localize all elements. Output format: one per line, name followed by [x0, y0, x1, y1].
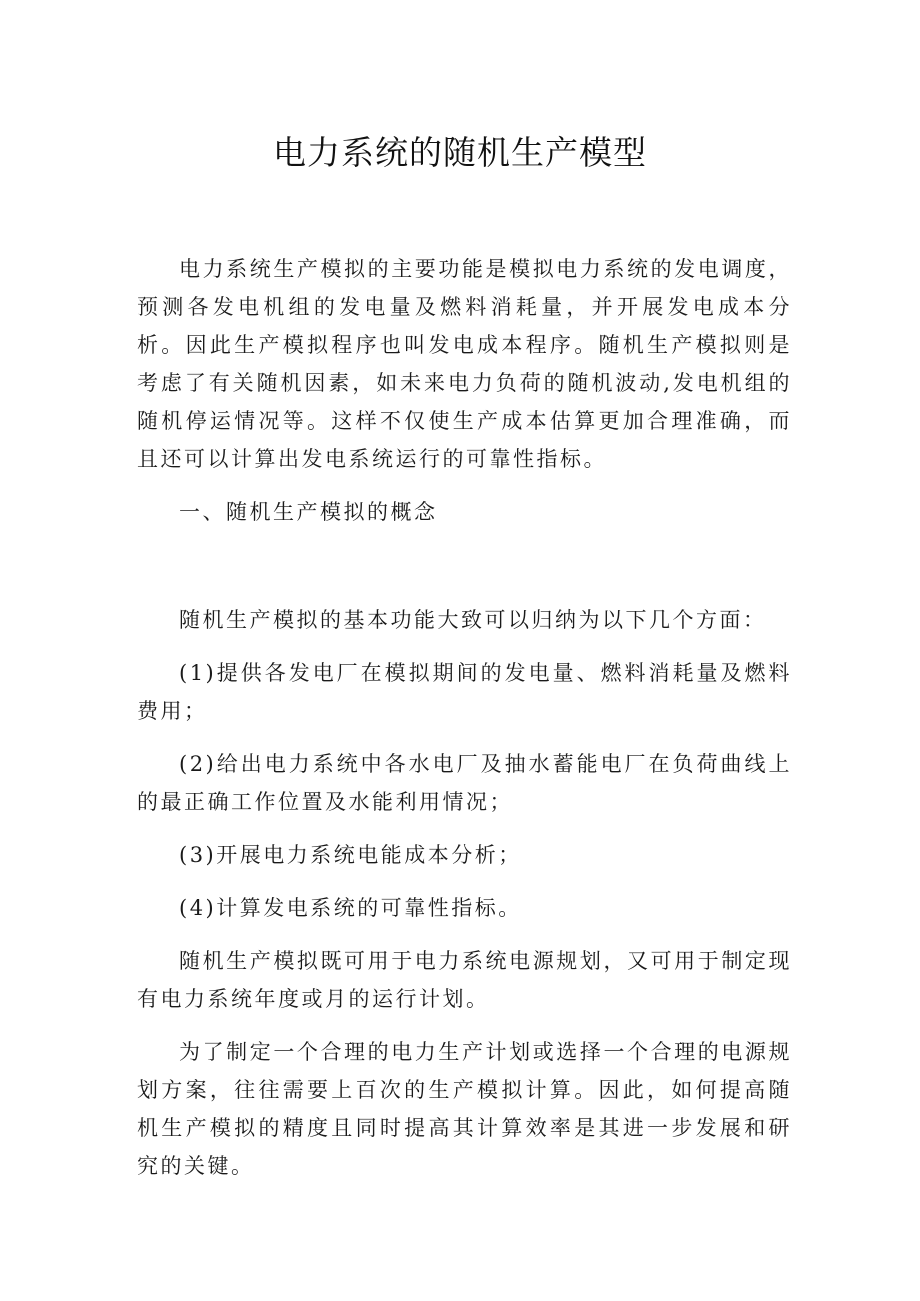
- document-title: 电力系统的随机生产模型: [273, 133, 647, 172]
- list-item-2: (2)给出电力系统中各水电厂及抽水蓄能电厂在负荷曲线上的最正确工作位置及水能利用情况；: [137, 752, 792, 814]
- paragraph-functions-intro: 随机生产模拟的基本功能大致可以归纳为以下几个方面：: [179, 608, 767, 632]
- paragraph-usage: 随机生产模拟既可用于电力系统电源规划，又可用于制定现有电力系统年度或月的运行计划。: [137, 949, 792, 1011]
- paragraph-intro: 电力系统生产模拟的主要功能是模拟电力系统的发电调度，预测各发电机组的发电量及燃料消耗量，并开展发电成本分析。因此生产模拟程序也叫发电成本程序。随机生产模拟则是考虑了有关随机因素，如未来电力负荷的随机波动,发电机组的随机停运情况等。这样不仅使生产成本估算更加合理准确，而且还可以计算出发电系统运行的可靠性指标。: [137, 257, 792, 471]
- list-item-4: (4)计算发电系统的可靠性指标。: [179, 896, 522, 920]
- paragraph-conclusion: 为了制定一个合理的电力生产计划或选择一个合理的电源规划方案，往往需要上百次的生产模拟计算。因此，如何提高随机生产模拟的精度且同时提高其计算效率是其进一步发展和研究的关键。: [137, 1040, 792, 1178]
- list-item-3: (3)开展电力系统电能成本分析；: [179, 843, 522, 867]
- document-body: [137, 250, 792, 1200]
- section-heading: 一、随机生产模拟的概念: [179, 500, 438, 524]
- list-item-1: (1)提供各发电厂在模拟期间的发电量、燃料消耗量及燃料费用；: [137, 661, 792, 723]
